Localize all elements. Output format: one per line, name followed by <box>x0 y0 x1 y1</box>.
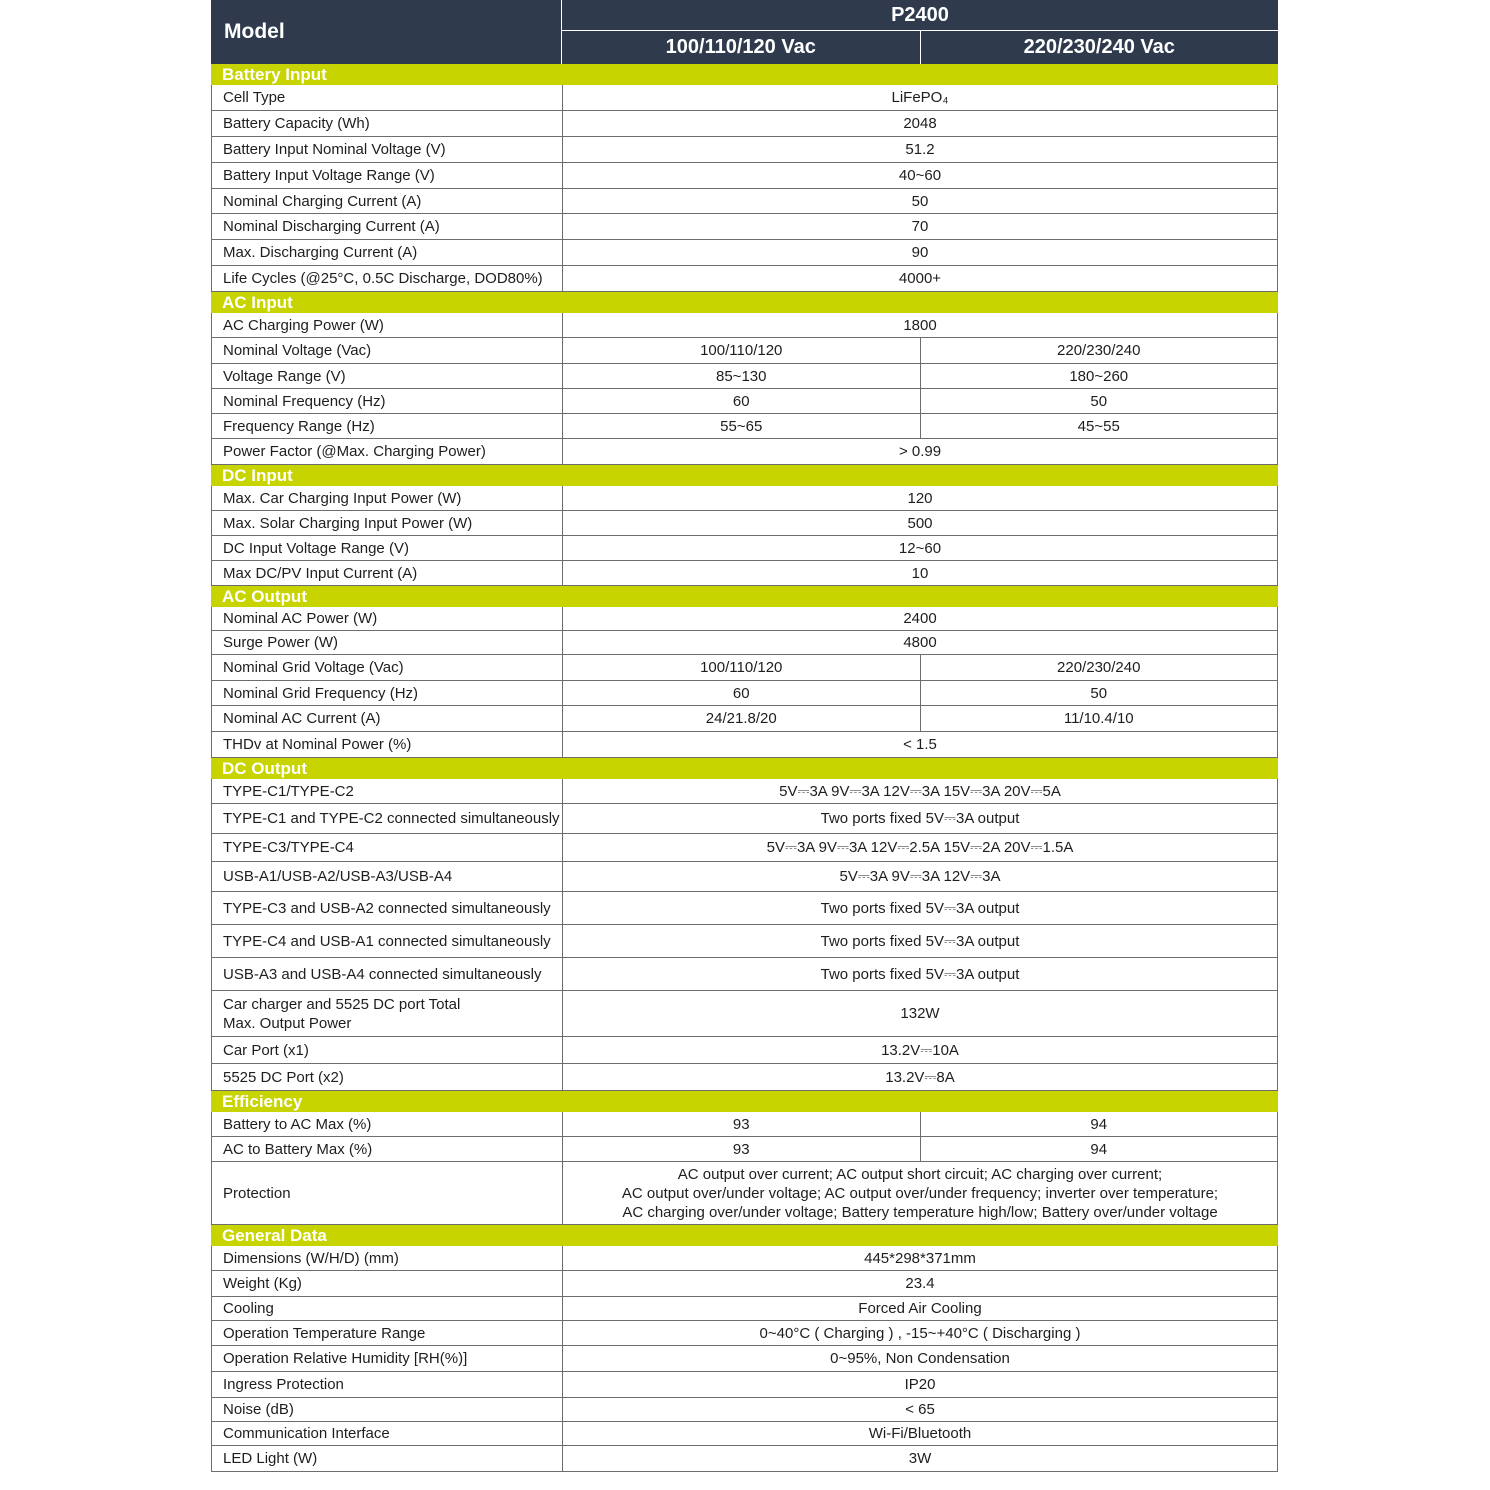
table-row <box>211 991 1278 1037</box>
table-row <box>211 1398 1278 1422</box>
table-row <box>211 925 1278 958</box>
table-row <box>211 834 1278 862</box>
spec-value-variant: 93 <box>732 1115 750 1133</box>
table-row <box>211 1321 1278 1346</box>
spec-label: Battery Input Voltage Range (V) <box>212 163 563 188</box>
spec-value-variant: 60 <box>732 684 750 702</box>
spec-value: 132W <box>900 1005 940 1022</box>
spec-value: Two ports fixed 5V⎓3A output <box>820 932 1020 950</box>
spec-label: Car Port (x1) <box>212 1037 563 1063</box>
section-header: AC Output <box>211 586 1278 607</box>
table-row <box>211 1246 1278 1271</box>
spec-value-variant: 60 <box>732 392 750 410</box>
table-row <box>211 958 1278 991</box>
table-row <box>211 862 1278 892</box>
spec-label: Nominal AC Current (A) <box>212 706 563 731</box>
spec-value: Wi-Fi/Bluetooth <box>868 1425 972 1442</box>
table-row <box>211 313 1278 338</box>
variant-a-header: 100/110/120 Vac <box>665 36 816 58</box>
spec-value-variant: 100/110/120 <box>700 342 783 359</box>
spec-label: Nominal Grid Frequency (Hz) <box>212 681 563 705</box>
spec-label: Battery Input Nominal Voltage (V) <box>212 137 563 162</box>
spec-label: Max. Solar Charging Input Power (W) <box>212 511 563 535</box>
table-row <box>211 779 1278 804</box>
spec-value-variant: 50 <box>920 681 1278 705</box>
spec-value: 500 <box>907 514 933 532</box>
table-row <box>211 1271 1278 1297</box>
spec-label: Nominal Charging Current (A) <box>212 189 563 213</box>
spec-label: TYPE-C3 and USB-A2 connected simultaneously <box>212 892 563 924</box>
spec-label: USB-A1/USB-A2/USB-A3/USB-A4 <box>212 862 563 891</box>
table-row <box>211 536 1278 561</box>
spec-value: LiFePO₄ <box>891 89 949 106</box>
spec-label: DC Input Voltage Range (V) <box>212 536 563 560</box>
spec-label: Life Cycles (@25°C, 0.5C Discharge, DOD80%) <box>212 266 563 291</box>
table-header <box>211 0 1278 64</box>
spec-label: Operation Relative Humidity [RH(%)] <box>212 1346 563 1371</box>
table-row <box>211 1137 1278 1162</box>
spec-value-variant: 220/230/240 <box>920 338 1278 363</box>
spec-value: Two ports fixed 5V⎓3A output <box>820 810 1020 827</box>
table-row <box>211 414 1278 439</box>
spec-label: AC to Battery Max (%) <box>212 1137 563 1161</box>
table-row <box>211 1297 1278 1321</box>
spec-label: TYPE-C1/TYPE-C2 <box>212 779 563 803</box>
table-row <box>211 681 1278 706</box>
spec-label: Voltage Range (V) <box>212 364 563 388</box>
product-name: P2400 <box>562 0 1278 31</box>
spec-value-variant: 100/110/120 <box>700 659 783 676</box>
table-row <box>211 189 1278 214</box>
spec-value: 12~60 <box>898 539 942 557</box>
table-row <box>211 1372 1278 1398</box>
spec-label: Communication Interface <box>212 1422 563 1445</box>
spec-label: 5525 DC Port (x2) <box>212 1064 563 1090</box>
table-row <box>211 1162 1278 1225</box>
spec-value: 2048 <box>903 115 937 132</box>
spec-value: 120 <box>907 489 933 507</box>
section-header: AC Input <box>211 292 1278 313</box>
table-row <box>211 804 1278 834</box>
spec-value: Two ports fixed 5V⎓3A output <box>820 899 1020 917</box>
spec-label: Ingress Protection <box>212 1372 563 1397</box>
spec-value: < 1.5 <box>903 736 937 753</box>
spec-label: Nominal Grid Voltage (Vac) <box>212 655 563 680</box>
section-header: Battery Input <box>211 64 1278 85</box>
section-header: DC Output <box>211 758 1278 779</box>
spec-value: Forced Air Cooling <box>858 1300 982 1317</box>
table-row <box>211 214 1278 240</box>
variant-b-header: 220/230/240 Vac <box>920 31 1279 64</box>
spec-value-variant: 55~65 <box>720 417 763 435</box>
spec-label: Weight (Kg) <box>212 1271 563 1296</box>
spec-label: AC Charging Power (W) <box>212 313 563 337</box>
spec-value-variant: 94 <box>920 1112 1278 1136</box>
table-row <box>211 137 1278 163</box>
spec-value: < 65 <box>905 1401 935 1418</box>
table-row <box>211 111 1278 137</box>
spec-value-variant: 220/230/240 <box>920 655 1278 680</box>
section-header: General Data <box>211 1225 1278 1246</box>
spec-value: 4000+ <box>898 270 942 287</box>
spec-label: Frequency Range (Hz) <box>212 414 563 438</box>
table-row <box>211 1037 1278 1064</box>
spec-value-variant: 24/21.8/20 <box>705 710 777 727</box>
table-row <box>211 732 1278 758</box>
table-row <box>211 631 1278 655</box>
spec-label: TYPE-C1 and TYPE-C2 connected simultaneously <box>212 804 563 833</box>
spec-value: 90 <box>911 244 929 261</box>
table-row <box>211 1346 1278 1372</box>
spec-value: 5V⎓3A 9V⎓3A 12V⎓3A 15V⎓3A 20V⎓5A <box>779 782 1061 800</box>
spec-value: > 0.99 <box>898 443 942 460</box>
spec-label: Power Factor (@Max. Charging Power) <box>212 439 563 464</box>
spec-value: 445*298*371mm <box>864 1249 976 1267</box>
spec-value: 23.4 <box>905 1275 935 1292</box>
spec-label: LED Light (W) <box>212 1446 563 1471</box>
table-row <box>211 511 1278 536</box>
table-row <box>211 655 1278 681</box>
spec-label: USB-A3 and USB-A4 connected simultaneously <box>212 958 563 990</box>
spec-value: 0~40°C ( Charging ) , -15~+40°C ( Discharging ) <box>759 1324 1081 1342</box>
spec-label: Nominal Discharging Current (A) <box>212 214 563 239</box>
spec-label: Max DC/PV Input Current (A) <box>212 561 563 585</box>
table-body <box>211 64 1278 1472</box>
model-header: Model <box>211 0 562 64</box>
table-row <box>211 561 1278 586</box>
spec-value: 2400 <box>903 610 937 627</box>
variant-columns <box>562 31 1278 64</box>
table-row <box>211 266 1278 292</box>
spec-value: 3W <box>908 1450 932 1467</box>
spec-label: Nominal Frequency (Hz) <box>212 389 563 413</box>
spec-label: TYPE-C3/TYPE-C4 <box>212 834 563 861</box>
table-row <box>211 364 1278 389</box>
spec-value: 5V⎓3A 9V⎓3A 12V⎓3A <box>839 868 1001 885</box>
table-row <box>211 607 1278 631</box>
table-row <box>211 1112 1278 1137</box>
spec-value: Two ports fixed 5V⎓3A output <box>820 965 1020 983</box>
table-row <box>211 85 1278 111</box>
spec-value-variant: 85~130 <box>716 367 767 385</box>
spec-value-variant: 11/10.4/10 <box>920 706 1278 731</box>
table-row <box>211 240 1278 266</box>
spec-value: 10 <box>911 564 929 582</box>
table-row <box>211 1422 1278 1446</box>
spec-label: Operation Temperature Range <box>212 1321 563 1345</box>
spec-value-variant: 50 <box>920 389 1278 413</box>
table-row <box>211 892 1278 925</box>
table-row <box>211 163 1278 189</box>
spec-value: 40~60 <box>898 167 942 184</box>
spec-label: Cell Type <box>212 85 563 110</box>
spec-value-variant: 93 <box>732 1140 750 1158</box>
spec-value-variant: 180~260 <box>920 364 1278 388</box>
spec-value: 4800 <box>903 634 937 651</box>
table-row <box>211 338 1278 364</box>
spec-label: TYPE-C4 and USB-A1 connected simultaneously <box>212 925 563 957</box>
spec-value: IP20 <box>904 1376 936 1393</box>
spec-label: Noise (dB) <box>212 1398 563 1421</box>
table-row <box>211 439 1278 465</box>
spec-value: 13.2V⎓8A <box>885 1068 955 1086</box>
spec-label: Max. Car Charging Input Power (W) <box>212 486 563 510</box>
spec-label: Dimensions (W/H/D) (mm) <box>212 1246 563 1270</box>
section-header: DC Input <box>211 465 1278 486</box>
table-row <box>211 706 1278 732</box>
spec-value: 13.2V⎓10A <box>881 1041 959 1059</box>
spec-label: Nominal Voltage (Vac) <box>212 338 563 363</box>
spec-label: Battery to AC Max (%) <box>212 1112 563 1136</box>
spec-sheet <box>211 0 1278 1472</box>
spec-value: AC output over current; AC output short circuit; AC charging over current; AC output over/under voltage; AC output over/under frequency; inverter over temperature; AC charging over/under voltage; Battery temperature high/low; Battery over/under voltage <box>621 1165 1219 1221</box>
spec-label: Cooling <box>212 1297 563 1320</box>
spec-value: 50 <box>911 192 929 210</box>
spec-value: 1800 <box>903 316 937 334</box>
spec-label: Nominal AC Power (W) <box>212 607 563 630</box>
table-row <box>211 1446 1278 1472</box>
table-row <box>211 1064 1278 1091</box>
spec-label: Protection <box>212 1162 563 1224</box>
spec-value: 5V⎓3A 9V⎓3A 12V⎓2.5A 15V⎓2A 20V⎓1.5A <box>766 839 1074 856</box>
spec-value-variant: 45~55 <box>920 414 1278 438</box>
spec-value: 70 <box>911 218 929 235</box>
spec-label: THDv at Nominal Power (%) <box>212 732 563 757</box>
spec-label: Surge Power (W) <box>212 631 563 654</box>
section-header: Efficiency <box>211 1091 1278 1112</box>
table-row <box>211 486 1278 511</box>
spec-label: Max. Discharging Current (A) <box>212 240 563 265</box>
spec-value: 0~95%, Non Condensation <box>830 1350 1010 1367</box>
spec-value-variant: 94 <box>920 1137 1278 1161</box>
table-row <box>211 389 1278 414</box>
spec-label: Car charger and 5525 DC port Total Max. Output Power <box>212 991 563 1036</box>
spec-label: Battery Capacity (Wh) <box>212 111 563 136</box>
model-variants <box>562 0 1278 64</box>
spec-value: 51.2 <box>905 141 935 158</box>
